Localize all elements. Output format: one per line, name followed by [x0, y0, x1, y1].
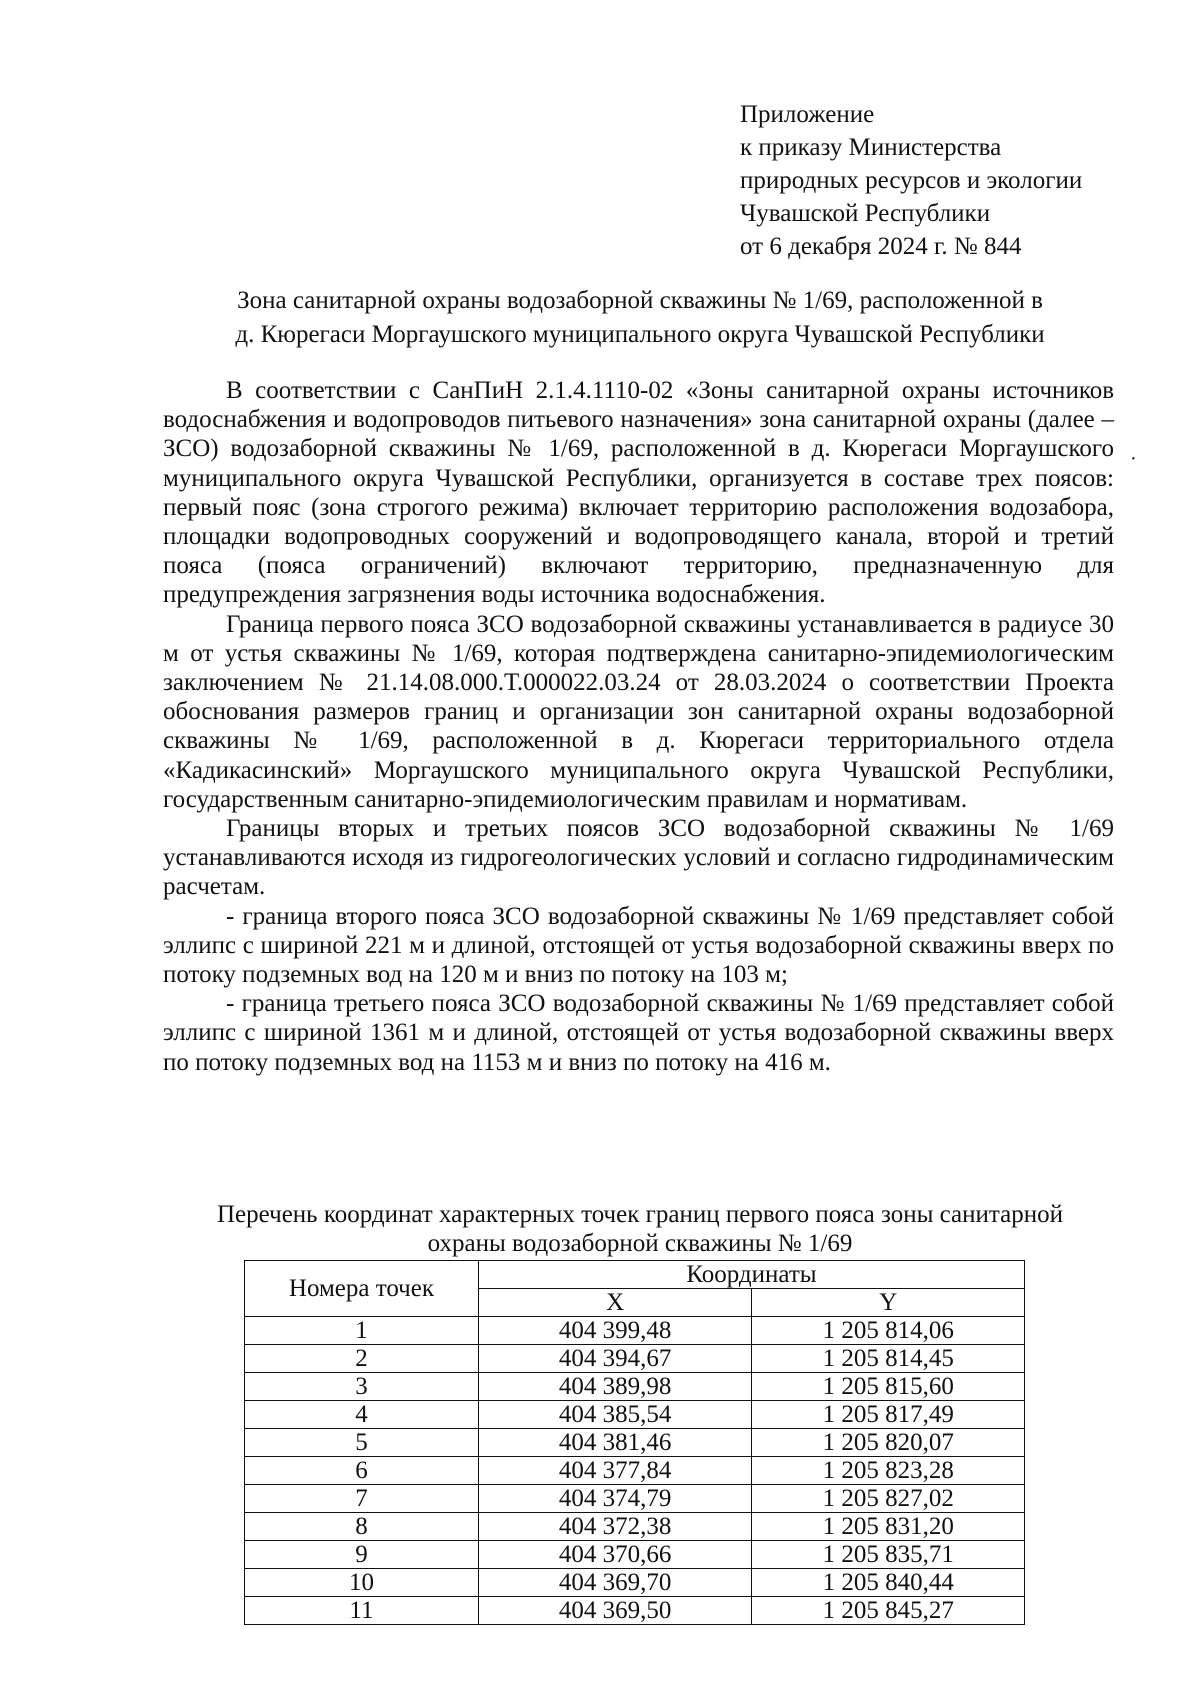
table-row: [245, 1513, 1025, 1541]
paragraph: Граница первого пояса ЗСО водозаборной скважины устанавливается в радиусе 30 м от устья скважины № 1/69, которая подтверждена санитарно-эпидемиологическим заключением № 21.14.08.000.Т.000022.03.24 от 28.03.2024 о соответствии Проекта обоснования размеров границ и организации зон санитарной охраны водозаборной скважины № 1/69, расположенной в д. Кюрегаси территориального отдела «Кадикасинский» Моргаушского муниципального округа Чувашской Республики, государственным санитарно-эпидемиологическим правилам и нормативам.: [163, 610, 1114, 813]
table-row: [245, 1373, 1025, 1401]
point-number: 1: [245, 1317, 479, 1345]
appendix-block: [740, 98, 1082, 263]
paragraph: - граница третьего пояса ЗСО водозаборной скважины № 1/69 представляет собой эллипс с шириной 1361 м и длиной, отстоящей от устья водозаборной скважины вверх по потоку подземных вод на 1153 м и вниз по потоку на 416 м.: [163, 990, 1114, 1076]
table-row: [245, 1541, 1025, 1569]
coord-x: 404 389,98: [478, 1373, 752, 1401]
appendix-line: к приказу Министерства: [740, 134, 1002, 161]
table-row: [245, 1345, 1025, 1373]
coord-y: 1 205 815,60: [752, 1373, 1025, 1401]
point-number: 4: [245, 1401, 479, 1429]
table-row: [245, 1485, 1025, 1513]
coord-x: 404 399,48: [478, 1317, 752, 1345]
appendix-line: Чувашской Республики: [740, 200, 991, 227]
coord-x: 404 374,79: [478, 1485, 752, 1513]
appendix-line: природных ресурсов и экологии: [740, 167, 1083, 194]
coord-x: 404 369,70: [478, 1569, 752, 1597]
coord-y: 1 205 840,44: [752, 1569, 1025, 1597]
paragraph: В соответствии с СанПиН 2.1.4.1110-02 «Зоны санитарной охраны источников водоснабжения и водопроводов питьевого назначения» зона санитарной охраны (далее – ЗСО) водозаборной скважины № 1/69, расположенной в д. Кюрегаси Моргаушского муниципального округа Чувашской Республики, организуется в составе трех поясов: первый пояс (зона строгого режима) включает территорию расположения водозабора, площадки водопроводных сооружений и водопроводящего канала, второй и третий пояса (пояса ограничений) включают территорию, предназначенную для предупреждения загрязнения воды источника водоснабжения.: [163, 377, 1114, 609]
appendix-line: от 6 декабря 2024 г. № 844: [740, 233, 1022, 260]
point-number: 3: [245, 1373, 479, 1401]
paragraph: - граница второго пояса ЗСО водозаборной скважины № 1/69 представляет собой эллипс с шириной 221 м и длиной, отстоящей от устья водозаборной скважины вверх по потоку подземных вод на 120 м и вниз по потоку на 103 м;: [163, 902, 1114, 989]
coord-x: 404 394,67: [478, 1345, 752, 1373]
caption-line: Перечень координат характерных точек границ первого пояса зоны санитарной: [217, 1201, 1063, 1228]
coord-y: 1 205 831,20: [752, 1513, 1025, 1541]
point-number: 10: [245, 1569, 479, 1597]
header-y: Y: [752, 1289, 1025, 1317]
point-number: 9: [245, 1541, 479, 1569]
table-row: [245, 1401, 1025, 1429]
point-number: 8: [245, 1513, 479, 1541]
table-row: [245, 1569, 1025, 1597]
table-row: [245, 1597, 1025, 1625]
document-title: [160, 284, 1120, 352]
coord-x: 404 377,84: [478, 1457, 752, 1485]
table-header-row: [245, 1261, 1025, 1289]
coord-x: 404 372,38: [478, 1513, 752, 1541]
point-number: 7: [245, 1485, 479, 1513]
coord-y: 1 205 845,27: [752, 1597, 1025, 1625]
title-line: д. Кюрегаси Моргаушского муниципального округа Чувашской Республики: [235, 321, 1045, 348]
coordinates-table: [244, 1260, 1025, 1625]
table-row: [245, 1457, 1025, 1485]
point-number: 5: [245, 1429, 479, 1457]
coord-y: 1 205 817,49: [752, 1401, 1025, 1429]
point-number: 2: [245, 1345, 479, 1373]
header-x: X: [478, 1289, 752, 1317]
header-points: Номера точек: [245, 1261, 479, 1317]
coord-x: 404 381,46: [478, 1429, 752, 1457]
table-caption: [160, 1200, 1120, 1258]
point-number: 6: [245, 1457, 479, 1485]
coord-x: 404 370,66: [478, 1541, 752, 1569]
coord-y: 1 205 814,45: [752, 1345, 1025, 1373]
coord-y: 1 205 823,28: [752, 1457, 1025, 1485]
table-row: [245, 1429, 1025, 1457]
coord-y: 1 205 820,07: [752, 1429, 1025, 1457]
table-row: [245, 1317, 1025, 1345]
document-body: [163, 376, 1114, 1077]
paragraph: Границы вторых и третьих поясов ЗСО водозаборной скважины № 1/69 устанавливаются исходя из гидрогеологических условий и согласно гидродинамическим расчетам.: [163, 815, 1114, 901]
header-coordinates: Координаты: [478, 1261, 1024, 1289]
margin-mark: ·: [1130, 448, 1137, 470]
title-line: Зона санитарной охраны водозаборной скважины № 1/69, расположенной в: [237, 287, 1043, 314]
caption-line: охраны водозаборной скважины № 1/69: [427, 1230, 853, 1257]
appendix-line: Приложение: [740, 101, 875, 128]
coord-y: 1 205 814,06: [752, 1317, 1025, 1345]
coord-x: 404 369,50: [478, 1597, 752, 1625]
coord-x: 404 385,54: [478, 1401, 752, 1429]
coord-y: 1 205 835,71: [752, 1541, 1025, 1569]
point-number: 11: [245, 1597, 479, 1625]
coord-y: 1 205 827,02: [752, 1485, 1025, 1513]
